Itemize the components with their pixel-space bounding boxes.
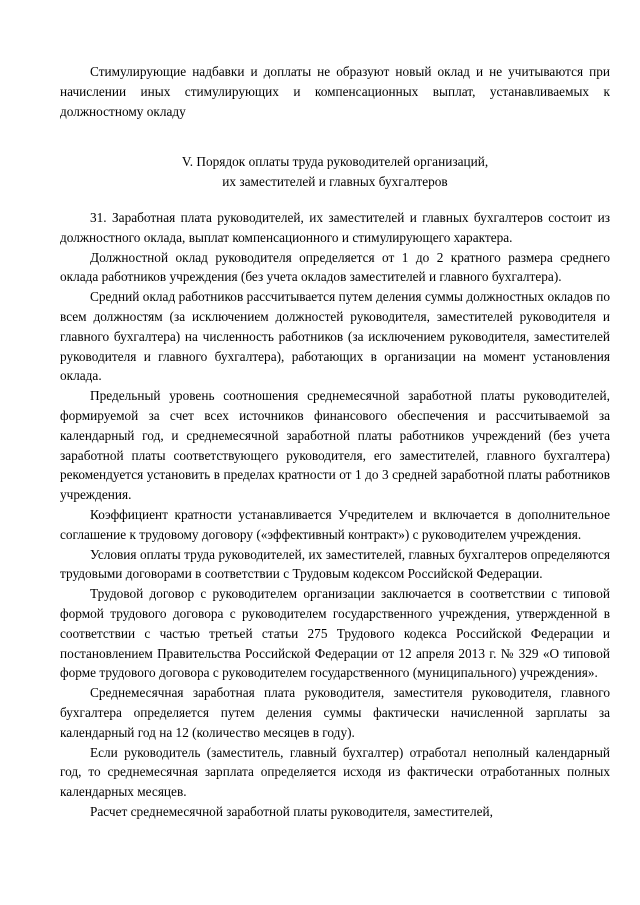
- paragraph-average-salary: Средний оклад работников рассчитывается путем деления суммы должностных окладов по всем должностям (за исключением должностей руководителя, заместителей руководителя и главного бухгалтера) на численность работников (за исключением руководителя, заместителей руководителя и главного бухгалтера), работающих в организации на момент установления оклада.: [60, 289, 610, 384]
- section-heading-line-1: V. Порядок оплаты труда руководителей организаций,: [181, 154, 489, 169]
- paragraph-employment-contract: Трудовой договор с руководителем организации заключается в соответствии с типовой формой трудового договора с руководителем государственного учреждения, утвержденной в соответствии с частью третьей статьи 275 Трудового кодекса Российской Федерации и постановлением Правительства Российской Федерации от 12 апреля 2013 г. № 329 «О типовой форме трудового договора с руководителем государственного (муниципального) учреждения».: [60, 586, 610, 681]
- paragraph-31-salary-composition: 31. Заработная плата руководителей, их заместителей и главных бухгалтеров состоит из должностного оклада, выплат компенсационного и стимулирующего характера.: [60, 210, 610, 245]
- intro-block: [60, 62, 610, 121]
- paragraph-multiplicity-coefficient: Коэффициент кратности устанавливается Учредителем и включается в дополнительное соглашение к трудовому договору («эффективный контракт») с руководителем учреждения.: [60, 506, 610, 542]
- paragraph-payment-conditions: Условия оплаты труда руководителей, их заместителей, главных бухгалтеров определяются трудовыми договорами в соответствии с Трудовым кодексом Российской Федерации.: [60, 546, 610, 582]
- paragraph-salary-ratio-limit: Предельный уровень соотношения среднемесячной заработной платы руководителей, формируемой за счет всех источников финансового обеспечения и рассчитываемой за календарный год, и среднемесячной заработной платы работников учреждений (без учета заработной платы соответствующего руководителя, его заместителей, главного бухгалтера) рекомендуется установить в пределах кратности от 1 до 3 средней заработной платы работников учреждения.: [60, 388, 610, 503]
- paragraph-incomplete-year: Если руководитель (заместитель, главный бухгалтер) отработал неполный календарный год, то среднемесячная зарплата определяется исходя из фактически отработанных полных календарных месяцев.: [60, 744, 610, 800]
- paragraph-monthly-average-calculation: Среднемесячная заработная плата руководителя, заместителя руководителя, главного бухгалтера определяется путем деления суммы фактически начисленной зарплаты за календарный год на 12 (количество месяцев в году).: [60, 685, 610, 740]
- body-text: [60, 208, 610, 822]
- paragraph-calculation-continued: Расчет среднемесячной заработной платы руководителя, заместителей,: [90, 803, 493, 819]
- section-heading: [60, 152, 610, 192]
- section-heading-line-2: их заместителей и главных бухгалтеров: [222, 173, 448, 189]
- intro-paragraph: Стимулирующие надбавки и доплаты не образуют новый оклад и не учитываются при начислении иных стимулирующих и компенсационных выплат, устанавливаемых к должностному окладу: [60, 64, 610, 119]
- paragraph-official-salary: Должностной оклад руководителя определяется от 1 до 2 кратного размера среднего оклада работников учреждения (без учета окладов заместителей и главного бухгалтера).: [60, 249, 610, 285]
